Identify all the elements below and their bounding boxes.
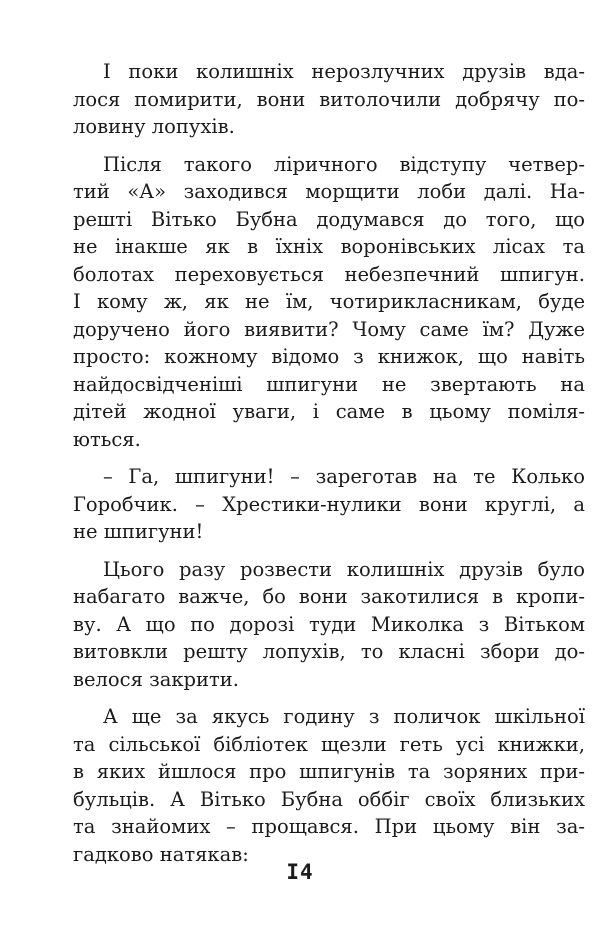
text-line: ються. (73, 427, 141, 451)
text-line: в яких йшлося про шпигунів та зоряних при- (73, 760, 585, 783)
text-line: та знайомих – прощався. При цьому він за- (73, 815, 585, 838)
text-line: Цього разу розвести колишніх друзів було (103, 557, 585, 581)
page-number: I4 (286, 860, 314, 884)
paragraph-1 (73, 58, 585, 141)
paragraph-5 (73, 703, 585, 868)
text-line: найдосвідченіші шпигуни не звертають на (73, 372, 585, 396)
text-line: лося помирити, вони витолочили добрячу по- (73, 87, 585, 111)
paragraph-4 (73, 556, 585, 694)
text-line: А ще за якусь годину з поличок шкільної (103, 705, 585, 728)
text-line: болотах переховується небезпечний шпигун. (73, 262, 585, 286)
text-line: дітей жодної уваги, і саме в цьому поміля- (73, 400, 585, 423)
text-line: Горобчик. – Хрестики-нулики вони круглі, а (73, 492, 585, 516)
text-line: не шпигуни! (73, 520, 204, 543)
text-line: не інакше як в їхніх воронівських лісах та (73, 235, 585, 258)
text-line: витовкли решту лопухів, то класні збори до- (73, 640, 585, 663)
text-line: доручено його виявити? Чому саме їм? Дуже (73, 317, 585, 341)
text-line: бульців. А Вітько Бубна оббіг своїх близьких (73, 787, 585, 811)
paragraph-3 (73, 463, 585, 546)
text-line: набагато важче, бо вони закотилися в кропи- (73, 585, 585, 608)
text-line: просто: кожному відомо з книжок, що навіть (73, 345, 585, 368)
text-line: тий «А» заходився морщити лоби далі. На- (73, 180, 585, 203)
text-line: Після такого ліричного відступу четвер- (103, 152, 585, 176)
text-line: гадково натякав: (73, 842, 249, 866)
paragraph-2 (73, 151, 585, 454)
text-line: решті Вітько Бубна додумався до того, що (73, 207, 585, 231)
text-line: – Га, шпигуни! – зареготав на те Колько (103, 465, 585, 488)
text-line: ву. А що по дорозі туди Миколка з Вітьком (73, 612, 585, 636)
text-line: І поки колишніх нерозлучних друзів вда- (103, 60, 585, 83)
text-line: велося закрити. (73, 667, 239, 691)
text-line: ловину лопухів. (73, 115, 235, 138)
text-line: та сільської бібліотек щезли геть усі книжки, (73, 732, 585, 756)
body-text (73, 58, 585, 878)
text-line: І кому ж, як не їм, чотирикласникам, буде (73, 290, 585, 313)
